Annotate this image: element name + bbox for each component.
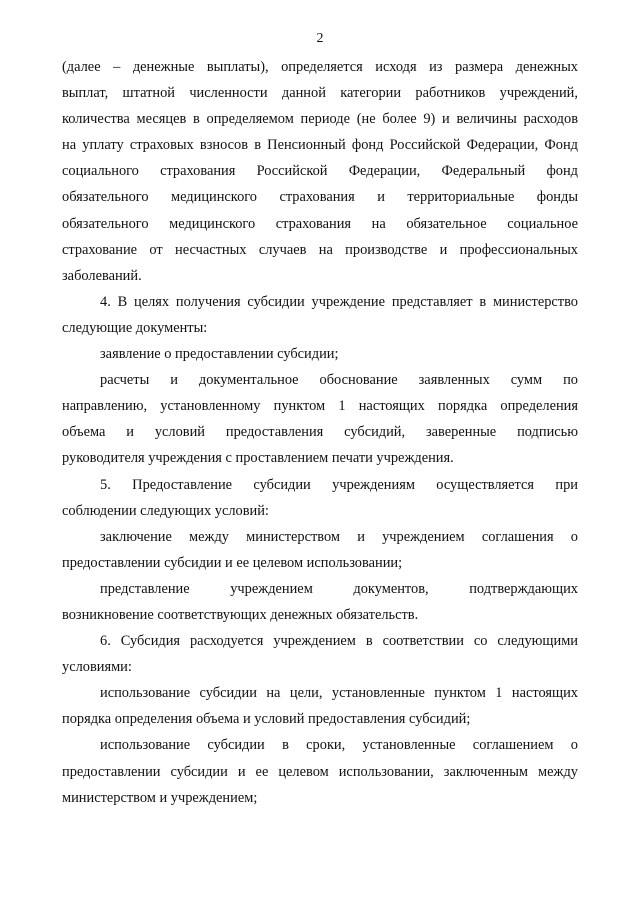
text-line: обязательного медицинского страхования и территориальные фонды bbox=[62, 189, 578, 206]
text-line: социального страхования Российской Федерации, Федеральный фонд bbox=[62, 163, 578, 180]
text-line: заявление о предоставлении субсидии; bbox=[100, 346, 339, 363]
text-line: заключение между министерством и учреждением соглашения о bbox=[100, 528, 578, 545]
page-number: 2 bbox=[316, 31, 324, 46]
text-line: 4. В целях получения субсидии учреждение представляет в министерство bbox=[100, 293, 578, 310]
text-line: возникновение соответствующих денежных обязательств. bbox=[62, 606, 419, 623]
text-line: выплат, штатной численности данной категории работников учреждений, bbox=[62, 85, 578, 102]
text-line: условиями: bbox=[62, 659, 132, 676]
text-line: объема и условий предоставления субсидий, заверенные подписью bbox=[62, 424, 578, 441]
text-line: направлению, установленному пунктом 1 настоящих порядка определения bbox=[62, 398, 578, 415]
text-line: 6. Субсидия расходуется учреждением в соответствии со следующими bbox=[100, 633, 578, 650]
text-line: страхование от несчастных случаев на производстве и профессиональных bbox=[62, 241, 578, 258]
text-line: представление учреждением документов, подтверждающих bbox=[100, 580, 578, 597]
text-line: обязательного медицинского страхования на обязательное социальное bbox=[62, 215, 578, 232]
text-line: предоставлении субсидии и ее целевом использовании; bbox=[62, 554, 403, 571]
text-line: предоставлении субсидии и ее целевом использовании, заключенным между bbox=[62, 763, 578, 780]
text-line: 5. Предоставление субсидии учреждениям осуществляется при bbox=[100, 476, 578, 493]
document-body bbox=[62, 54, 578, 811]
text-line: соблюдении следующих условий: bbox=[62, 502, 269, 519]
text-line: использование субсидии в сроки, установленные соглашением о bbox=[100, 737, 578, 754]
text-line: расчеты и документальное обоснование заявленных сумм по bbox=[100, 372, 578, 389]
text-line: использование субсидии на цели, установленные пунктом 1 настоящих bbox=[100, 685, 578, 702]
text-line: руководителя учреждения с проставлением печати учреждения. bbox=[62, 450, 454, 467]
text-line: министерством и учреждением; bbox=[62, 789, 258, 806]
text-line: заболеваний. bbox=[62, 267, 142, 284]
text-line: количества месяцев в определяемом периоде (не более 9) и величины расходов bbox=[62, 111, 578, 128]
text-line: порядка определения объема и условий предоставления субсидий; bbox=[62, 711, 471, 728]
text-line: на уплату страховых взносов в Пенсионный фонд Российской Федерации, Фонд bbox=[62, 137, 578, 154]
text-line: следующие документы: bbox=[62, 319, 208, 336]
text-line: (далее – денежные выплаты), определяется исходя из размера денежных bbox=[62, 59, 578, 75]
